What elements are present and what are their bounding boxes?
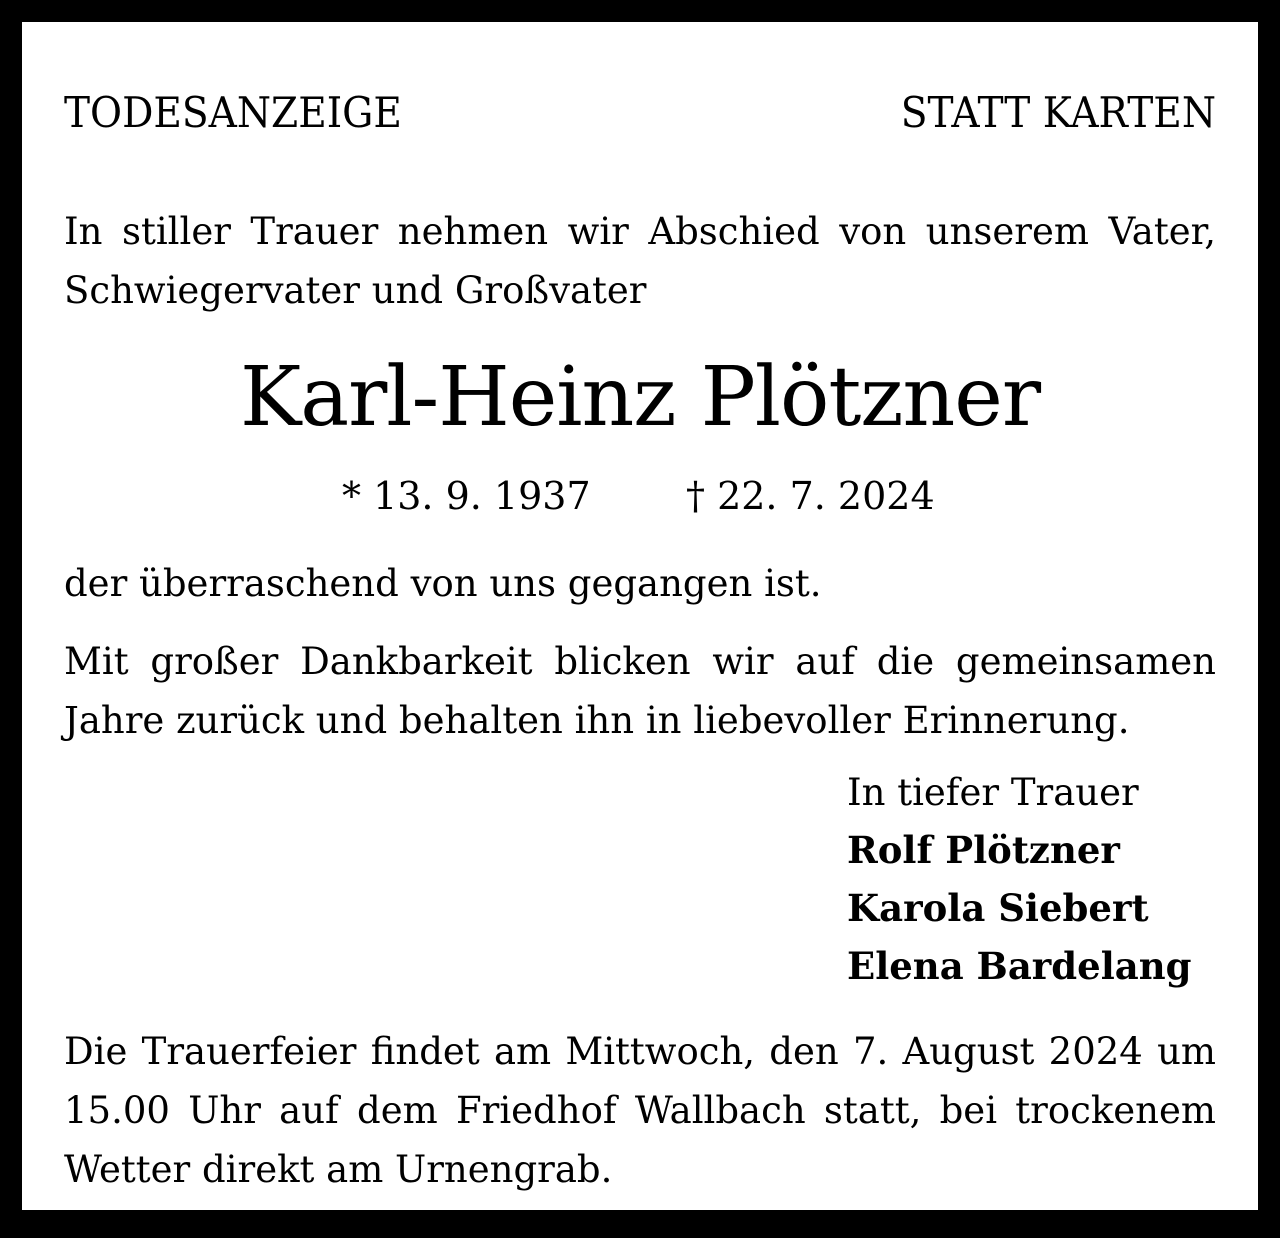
funeral-info: Die Trauerfeier findet am Mittwoch, den 7. August 2024 um 15.00 Uhr auf dem Friedhof Wallbach statt, bei trockenem Wetter direkt am Urnengrab.	[64, 1030, 1216, 1191]
birth-date: * 13. 9. 1937	[342, 474, 591, 518]
body-text-2: Mit großer Dankbarkeit blicken wir auf die gemeinsamen Jahre zurück und behalten ihn in liebevoller Erinnerung.	[64, 640, 1216, 742]
signature-name-3: Elena Bardelang	[847, 944, 1192, 988]
notice-subheading: STATT KARTEN	[900, 88, 1216, 137]
signature-name-1: Rolf Plötzner	[847, 828, 1120, 872]
notice-type-heading: TODESANZEIGE	[64, 88, 402, 137]
death-date: † 22. 7. 2024	[686, 474, 935, 518]
body-text-1: der überraschend von uns gegangen ist.	[64, 562, 822, 605]
deceased-name: Karl-Heinz Plötzner	[239, 350, 1041, 445]
obituary-notice	[22, 22, 1258, 1210]
intro-text: In stiller Trauer nehmen wir Abschied von unserem Vater, Schwiegervater und Großvater	[64, 210, 1216, 312]
signature-name-2: Karola Siebert	[847, 886, 1149, 930]
signature-greeting: In tiefer Trauer	[847, 771, 1139, 814]
